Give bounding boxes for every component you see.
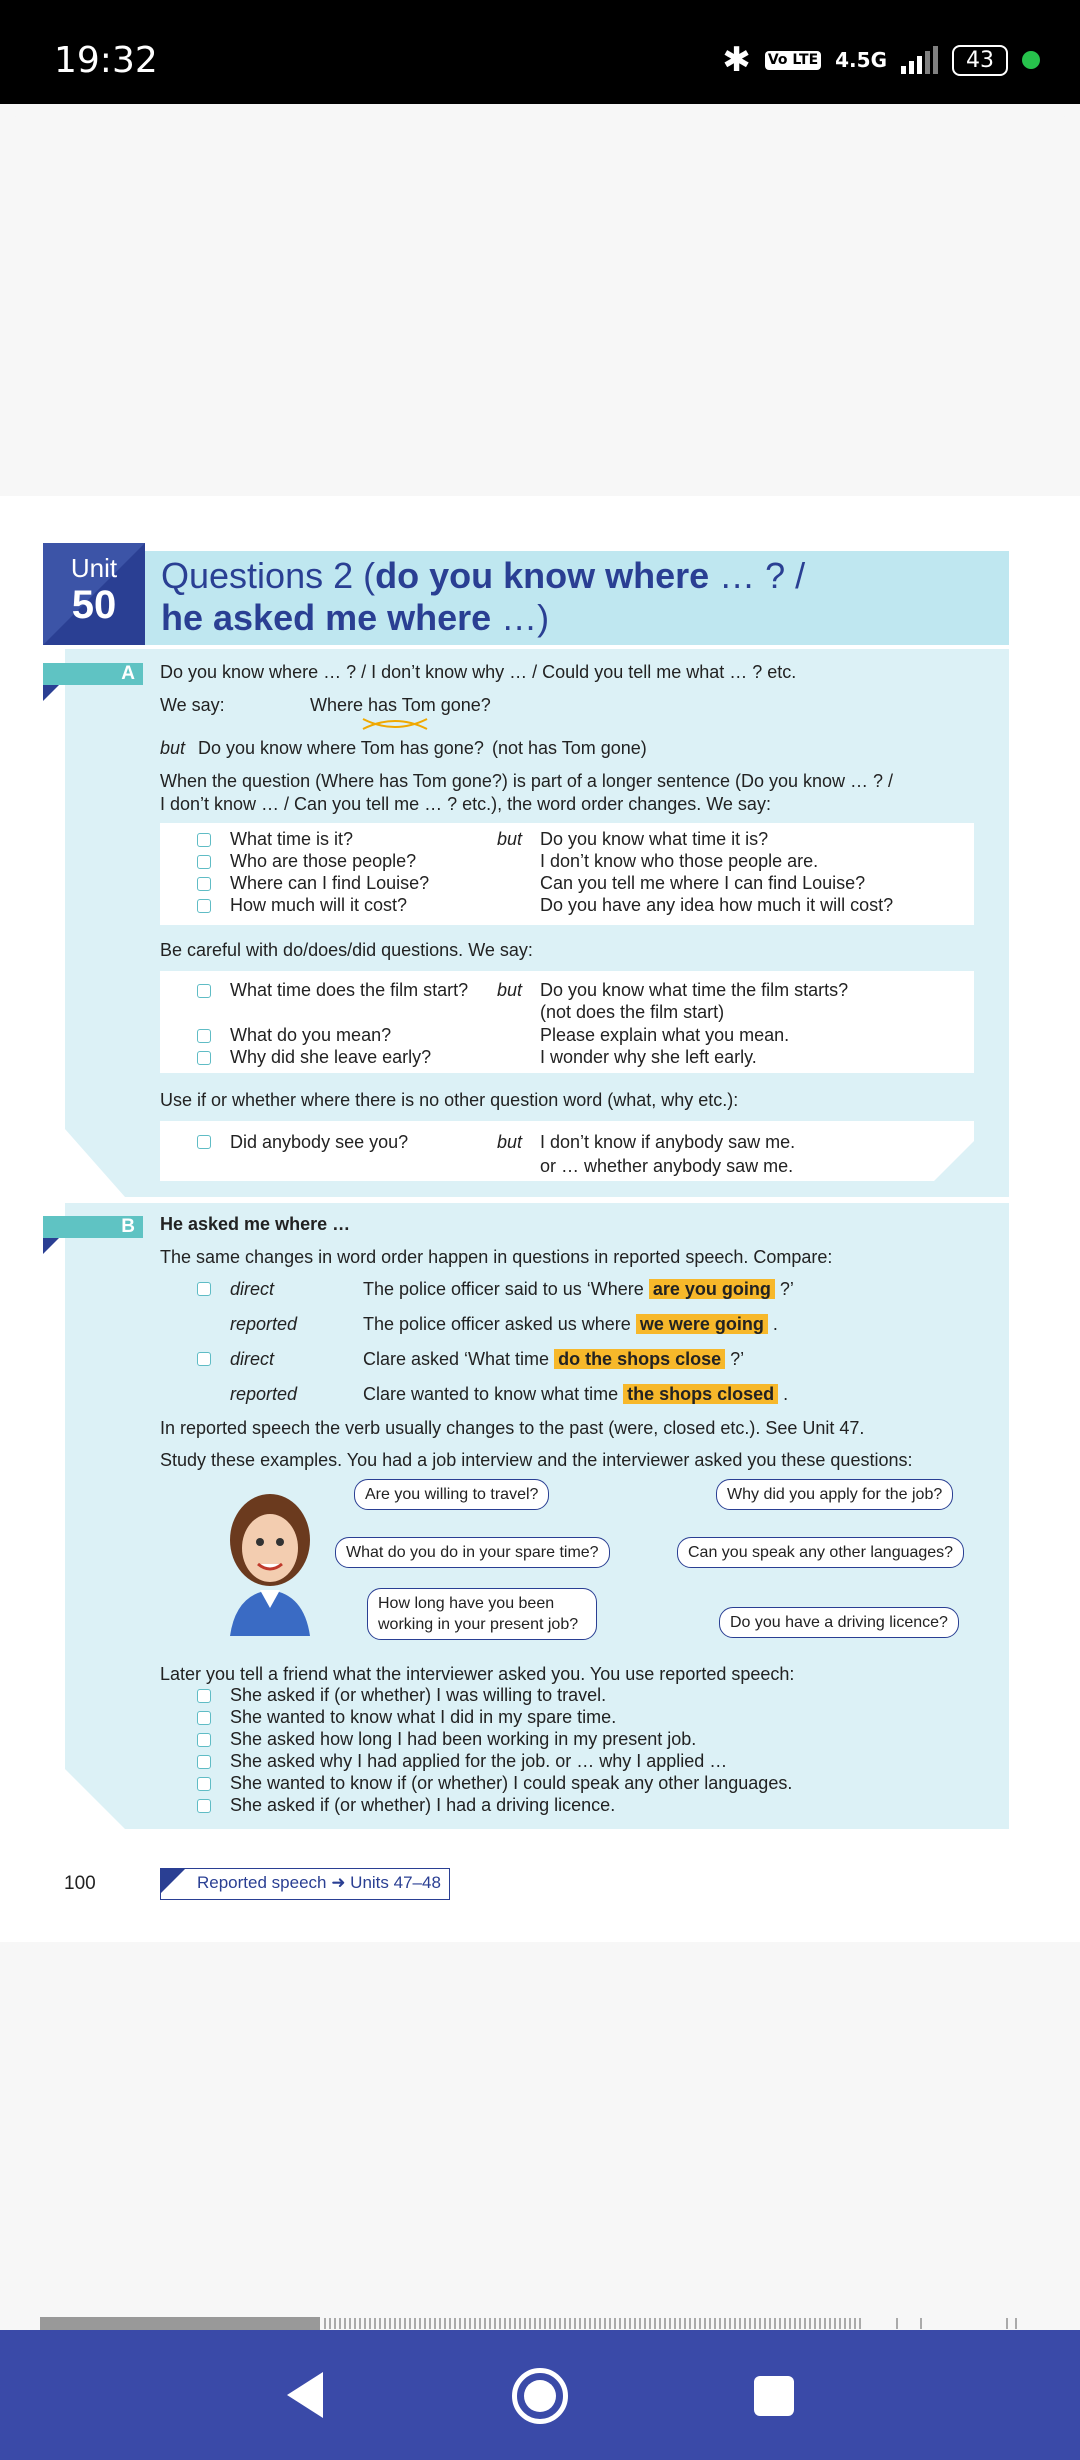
scrubber-tick: [689, 2318, 691, 2329]
scrubber-tick: [1006, 2318, 1008, 2329]
scrubber-tick: [374, 2318, 376, 2329]
scrubber-tick: [334, 2318, 336, 2329]
scrubber-tick: [896, 2318, 898, 2329]
scrubber-tick: [684, 2318, 686, 2329]
scrubber-tick: [744, 2318, 746, 2329]
scrubber-tick: [369, 2318, 371, 2329]
scrubber-tick: [399, 2318, 401, 2329]
scrubber-tick: [349, 2318, 351, 2329]
example-question: How much will it cost?: [230, 895, 408, 915]
scrubber-tick: [464, 2318, 466, 2329]
scrubber-tick: [414, 2318, 416, 2329]
scrubber-tick: [504, 2318, 506, 2329]
scrubber-tick: [669, 2318, 671, 2329]
scrubber-tick: [544, 2318, 546, 2329]
scrubber-tick: [1015, 2318, 1017, 2329]
reported-example: She wanted to know what I did in my spare time.: [230, 1707, 617, 1727]
cross-reference-label: Reported speech ➜ Units 47–48: [197, 1873, 441, 1892]
scrubber-tick: [434, 2318, 436, 2329]
cross-reference-link[interactable]: [160, 1868, 450, 1900]
title-part-bold: do you know where: [375, 555, 710, 596]
reported-example: She asked how long I had been working in my present job.: [230, 1729, 697, 1749]
tab-corner: [43, 685, 59, 701]
example-question: What time is it?: [230, 829, 354, 849]
status-time: 19:32: [54, 40, 158, 81]
scrubber-tick: [569, 2318, 571, 2329]
scrubber-tick: [454, 2318, 456, 2329]
scrubber-tick: [534, 2318, 536, 2329]
study-note: Study these examples. You had a job interview and the interviewer asked you these questions:: [160, 1450, 913, 1470]
bullet-icon: [197, 1711, 211, 1725]
scrubber-tick: [814, 2318, 816, 2329]
scrubber-tick: [509, 2318, 511, 2329]
scrubber-tick: [649, 2318, 651, 2329]
scrubber-tick: [364, 2318, 366, 2329]
if-whether-note: Use if or whether where there is no other question word (what, why etc.):: [160, 1090, 739, 1110]
bullet-icon: [197, 1733, 211, 1747]
scrubber-tick: [494, 2318, 496, 2329]
reported-sentence: Clare wanted to know what time the shops closed .: [363, 1384, 789, 1404]
scrubber-tick: [920, 2318, 922, 2329]
scrubber-tick: [344, 2318, 346, 2329]
but-label: but: [497, 829, 523, 849]
highlight: we were going: [636, 1314, 768, 1334]
scrubber-tick: [379, 2318, 381, 2329]
scrubber-tick: [599, 2318, 601, 2329]
network-type: 4.5G: [835, 48, 887, 72]
reported-sentence: The police officer asked us where we were going .: [363, 1314, 778, 1334]
reported-sentence: The police officer said to us ‘Where are you going ?’: [363, 1279, 794, 1299]
scrubber-tick: [449, 2318, 451, 2329]
scrubber-tick: [679, 2318, 681, 2329]
example-answer: Please explain what you mean.: [540, 1025, 790, 1045]
scrubber-tick: [589, 2318, 591, 2329]
title-part: Questions 2 (: [161, 555, 376, 596]
bullet-icon: [197, 1755, 211, 1769]
title-part-bold: he asked me where: [161, 597, 492, 638]
bullet-icon: [197, 1029, 211, 1043]
signal-icon: [901, 46, 938, 74]
scrubber-tick: [389, 2318, 391, 2329]
example-answer-alt: or … whether anybody saw me.: [540, 1156, 794, 1176]
back-icon[interactable]: [287, 2372, 323, 2418]
tab-corner: [43, 1238, 59, 1254]
scrubber-tick: [489, 2318, 491, 2329]
reported-example: She asked if (or whether) I was willing to travel.: [230, 1685, 607, 1705]
scrubber-tick: [789, 2318, 791, 2329]
speech-bubble: Why did you apply for the job?: [716, 1479, 953, 1510]
example-question: Did anybody see you?: [230, 1132, 409, 1152]
unit-number: 50: [71, 583, 117, 627]
example-question: Why did she leave early?: [230, 1047, 432, 1067]
scrubber-tick: [444, 2318, 446, 2329]
speech-bubble: How long have you been working in your present job?: [367, 1588, 597, 1640]
speech-bubble: Can you speak any other languages?: [677, 1537, 964, 1568]
reported-sentence: Clare asked ‘What time do the shops close ?’: [363, 1349, 745, 1369]
scrubber-tick: [854, 2318, 856, 2329]
scrubber-tick: [734, 2318, 736, 2329]
bullet-icon: [197, 1689, 211, 1703]
scrubber-tick: [834, 2318, 836, 2329]
bullet-icon: [197, 984, 211, 998]
scrubber-tick: [524, 2318, 526, 2329]
example-answer: Do you know what time the film starts?: [540, 980, 849, 1000]
example-answer: Do you have any idea how much it will cost?: [540, 895, 894, 915]
scrubber-tick: [604, 2318, 606, 2329]
scrubber-tick: [409, 2318, 411, 2329]
scrubber-tick: [574, 2318, 576, 2329]
example-question: Who are those people?: [230, 851, 417, 871]
scrubber-tick: [829, 2318, 831, 2329]
scrubber-tick: [424, 2318, 426, 2329]
scrubber-tick: [559, 2318, 561, 2329]
scrubber-tick: [704, 2318, 706, 2329]
bullet-icon: [197, 855, 211, 869]
scrubber-tick: [324, 2318, 326, 2329]
scrubber-tick: [674, 2318, 676, 2329]
scrubber-tick: [774, 2318, 776, 2329]
highlight: are you going: [649, 1279, 775, 1299]
speech-bubble: Do you have a driving licence?: [719, 1607, 959, 1638]
page-scrubber[interactable]: [40, 2317, 1025, 2330]
scrubber-tick: [654, 2318, 656, 2329]
page-number: 100: [64, 1873, 96, 1894]
scrubber-tick: [739, 2318, 741, 2329]
scrubber-tick: [754, 2318, 756, 2329]
but-label: but: [160, 738, 186, 758]
scrubber-tick: [639, 2318, 641, 2329]
bullet-icon: [197, 899, 211, 913]
scrubber-tick: [479, 2318, 481, 2329]
scrubber-tick: [404, 2318, 406, 2329]
but-label: but: [497, 1132, 523, 1152]
section-a-intro: Do you know where … ? / I don’t know why … / Could you tell me what … ? etc.: [160, 662, 797, 682]
recent-apps-icon[interactable]: [754, 2376, 794, 2416]
scrubber-tick: [614, 2318, 616, 2329]
scrubber-tick: [849, 2318, 851, 2329]
but-label: but: [497, 980, 523, 1000]
scrubber-tick: [719, 2318, 721, 2329]
bullet-icon: [197, 833, 211, 847]
scrubber-tick: [804, 2318, 806, 2329]
scrubber-tick: [484, 2318, 486, 2329]
interviewer-illustration: [216, 1490, 324, 1636]
scrubber-tick: [539, 2318, 541, 2329]
scrubber-tick: [629, 2318, 631, 2329]
past-note: In reported speech the verb usually changes to the past (were, closed etc.). See Unit 47.: [160, 1418, 865, 1438]
scrubber-tick: [644, 2318, 646, 2329]
scrubber-tick: [554, 2318, 556, 2329]
bullet-icon: [197, 1799, 211, 1813]
speech-kind: reported: [230, 1384, 298, 1404]
scrubber-tick: [439, 2318, 441, 2329]
scrubber-tick: [749, 2318, 751, 2329]
scrubber-tick: [339, 2318, 341, 2329]
scrubber-tick: [859, 2318, 861, 2329]
page-title: [145, 551, 1009, 645]
scrubber-tick: [714, 2318, 716, 2329]
scrubber-tick: [529, 2318, 531, 2329]
example-note: (not has Tom gone): [492, 738, 647, 758]
compare-note: The same changes in word order happen in questions in reported speech. Compare:: [160, 1247, 833, 1267]
bullet-icon: [197, 1777, 211, 1791]
status-icons: [722, 40, 1040, 80]
scrubber-tick: [729, 2318, 731, 2329]
scrubber-tick: [609, 2318, 611, 2329]
scrubber-tick: [469, 2318, 471, 2329]
speech-bubble: Are you willing to travel?: [354, 1479, 549, 1510]
example-answer: I don’t know if anybody saw me.: [540, 1132, 796, 1152]
scrubber-tick: [584, 2318, 586, 2329]
example-question: What do you mean?: [230, 1025, 392, 1045]
status-bar: [0, 0, 1080, 104]
speech-bubble: What do you do in your spare time?: [335, 1537, 610, 1568]
title-part: …): [491, 597, 550, 638]
we-say-label: We say:: [160, 695, 225, 715]
scrubber-tick: [429, 2318, 431, 2329]
title-part: … ? /: [709, 555, 806, 596]
scrubber-tick: [514, 2318, 516, 2329]
bullet-icon: [197, 1135, 211, 1149]
bullet-icon: [197, 1051, 211, 1065]
example-note: (not does the film start): [540, 1002, 725, 1022]
scrubber-tick: [769, 2318, 771, 2329]
battery-icon: 43: [952, 45, 1008, 76]
scrubber-tick: [354, 2318, 356, 2329]
reported-example: She wanted to know if (or whether) I could speak any other languages.: [230, 1773, 793, 1793]
scrubber-tick: [799, 2318, 801, 2329]
scrubber-tick: [779, 2318, 781, 2329]
scrubber-tick: [664, 2318, 666, 2329]
explanation-line-2: I don’t know … / Can you tell me … ? etc.), the word order changes. We say:: [160, 794, 771, 814]
example-answer: I wonder why she left early.: [540, 1047, 757, 1067]
example-question: What time does the film start?: [230, 980, 469, 1000]
speech-kind: direct: [230, 1349, 275, 1369]
scrubber-tick: [624, 2318, 626, 2329]
scrubber-tick: [329, 2318, 331, 2329]
bullet-icon: [197, 1352, 211, 1366]
scrubber-tick: [784, 2318, 786, 2329]
scrubber-tick: [659, 2318, 661, 2329]
scrubber-tick: [794, 2318, 796, 2329]
speech-kind: direct: [230, 1279, 275, 1299]
example-indirect: Do you know where Tom has gone?: [198, 738, 484, 758]
scrubber-tick: [519, 2318, 521, 2329]
scrubber-tick: [699, 2318, 701, 2329]
scrubber-tick: [384, 2318, 386, 2329]
scrubber-tick: [634, 2318, 636, 2329]
scrubber-tick: [499, 2318, 501, 2329]
scrubber-tick: [844, 2318, 846, 2329]
scrubber-tick: [724, 2318, 726, 2329]
later-note: Later you tell a friend what the interviewer asked you. You use reported speech:: [160, 1664, 795, 1684]
scrubber-tick: [764, 2318, 766, 2329]
scrubber-tick: [474, 2318, 476, 2329]
scrubber-tick: [459, 2318, 461, 2329]
scrubber-tick: [419, 2318, 421, 2329]
scrubber-tick: [619, 2318, 621, 2329]
section-b-tab: B: [43, 1216, 143, 1238]
section-a-tab: A: [43, 663, 143, 685]
highlight: the shops closed: [623, 1384, 778, 1404]
scrubber-tick: [819, 2318, 821, 2329]
volte-icon: Vo LTE: [765, 51, 821, 70]
explanation-line-1: When the question (Where has Tom gone?) is part of a longer sentence (Do you know … ? /: [160, 771, 894, 791]
home-icon-center: [524, 2380, 556, 2412]
privacy-dot-icon: [1022, 51, 1040, 69]
speech-kind: reported: [230, 1314, 298, 1334]
bullet-icon: [197, 1282, 211, 1296]
section-b-heading: He asked me where …: [160, 1214, 351, 1234]
swap-arrows-icon: [355, 715, 435, 735]
example-answer: I don’t know who those people are.: [540, 851, 819, 871]
bluetooth-icon: ✱: [722, 40, 751, 80]
scrubber-tick: [359, 2318, 361, 2329]
scrubber-tick: [549, 2318, 551, 2329]
highlight: do the shops close: [554, 1349, 725, 1369]
scrubber-tick: [709, 2318, 711, 2329]
scrubber-tick: [824, 2318, 826, 2329]
example-answer: Do you know what time it is?: [540, 829, 769, 849]
example-answer: Can you tell me where I can find Louise?: [540, 873, 866, 893]
bullet-icon: [197, 877, 211, 891]
scrubber-tick: [394, 2318, 396, 2329]
unit-badge: [43, 543, 145, 645]
scrubber-tick: [694, 2318, 696, 2329]
scrubber-tick: [564, 2318, 566, 2329]
scrubber-tick: [759, 2318, 761, 2329]
scrubber-tick: [594, 2318, 596, 2329]
scrubber-tick: [579, 2318, 581, 2329]
unit-label: Unit: [70, 553, 118, 583]
reported-example: She asked if (or whether) I had a driving licence.: [230, 1795, 616, 1815]
reported-example: She asked why I had applied for the job. or … why I applied …: [230, 1751, 728, 1771]
scrubber-tick: [839, 2318, 841, 2329]
example-question: Where can I find Louise?: [230, 873, 430, 893]
example-direct: Where has Tom gone?: [310, 695, 491, 715]
scrubber-tick: [809, 2318, 811, 2329]
careful-note: Be careful with do/does/did questions. We say:: [160, 940, 533, 960]
